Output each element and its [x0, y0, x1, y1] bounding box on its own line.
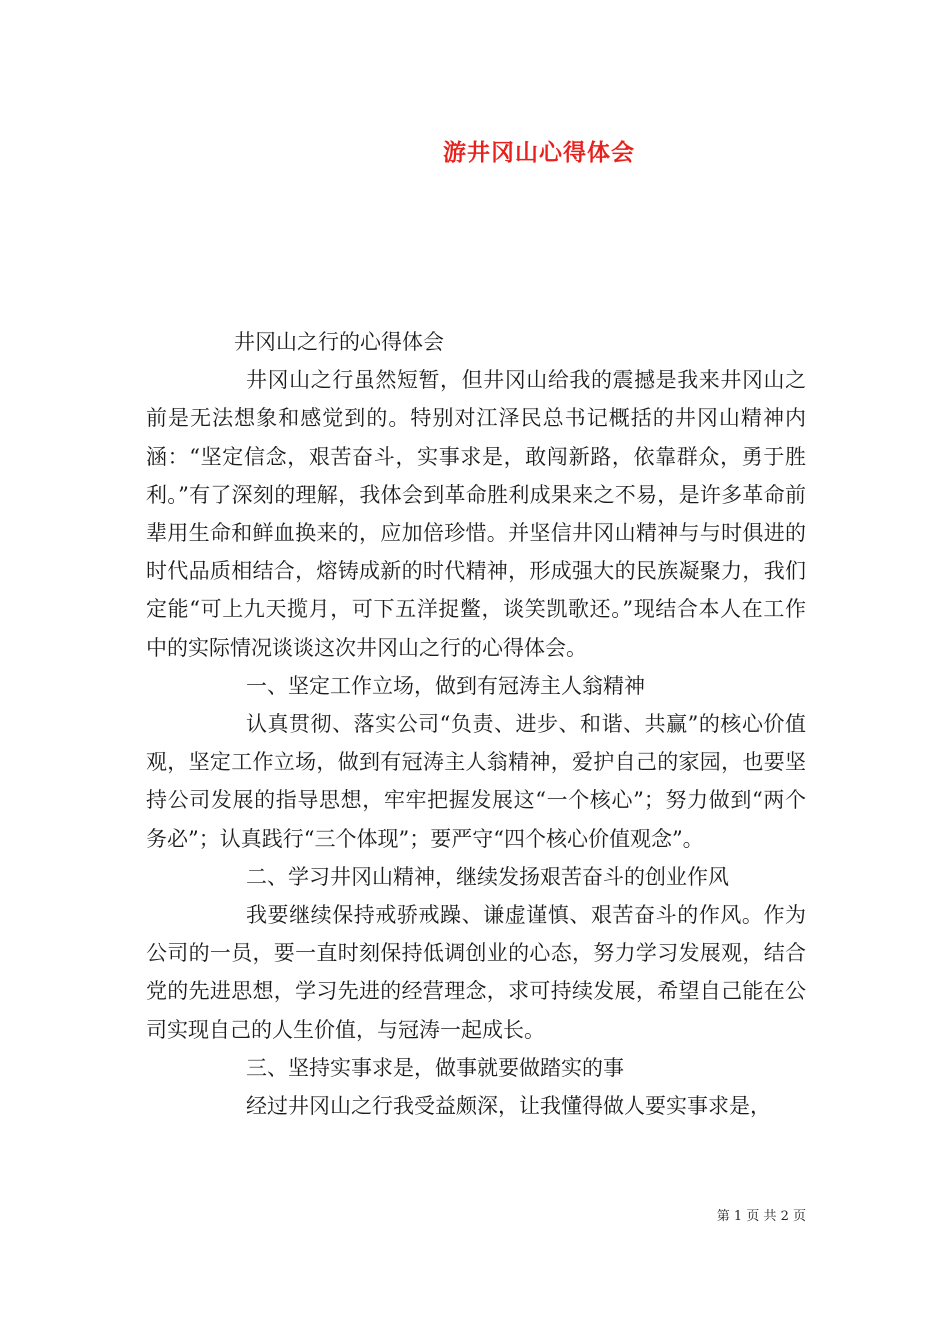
section-paragraph: 我要继续保持戒骄戒躁、谦虚谨慎、艰苦奋斗的作风。作为公司的一员，要一直时刻保持低调创业的心态，努力学习发展观，结合党的先进思想，学习先进的经营理念，求可持续发展，希望自己能在公司实现自己的人生价值，与冠涛一起成长。: [146, 903, 806, 1042]
page-number-footer: 第 1 页 共 2 页: [716, 1209, 806, 1224]
section-heading: 一、坚定工作立场，做到有冠涛主人翁精神: [246, 673, 645, 698]
document-title: 游井冈山心得体会: [443, 139, 635, 166]
section-paragraph: 经过井冈山之行我受益颇深，让我懂得做人要实事求是，: [246, 1094, 771, 1119]
intro-paragraph: 井冈山之行虽然短暂，但井冈山给我的震撼是我来井冈山之前是无法想象和感觉到的。特别对江泽民总书记概括的井冈山精神内涵：“坚定信念，艰苦奋斗，实事求是，敢闯新路，依靠群众，勇于胜利。”有了深刻的理解，我体会到革命胜利成果来之不易，是许多革命前辈用生命和鲜血换来的，应加倍珍惜。并坚信井冈山精神与与时俱进的时代品质相结合，熔铸成新的时代精神，形成强大的民族凝聚力，我们定能“可上九天揽月，可下五洋捉鳖，谈笑凯歌还。”现结合本人在工作中的实际情况谈谈这次井冈山之行的心得体会。: [146, 368, 806, 660]
section-heading: 三、坚持实事求是，做事就要做踏实的事: [246, 1055, 624, 1080]
section-paragraph: 认真贯彻、落实公司“负责、进步、和谐、共赢”的核心价值观，坚定工作立场，做到有冠涛主人翁精神，爱护自己的家园，也要坚持公司发展的指导思想，牢牢把握发展这“一个核心”；努力做到“两个务必”；认真践行“三个体现”；要严守“四个核心价值观念”。: [146, 712, 806, 851]
document-subtitle: 井冈山之行的心得体会: [234, 330, 444, 354]
section-heading: 二、学习井冈山精神，继续发扬艰苦奋斗的创业作风: [246, 864, 729, 889]
document-body: [146, 323, 806, 1125]
